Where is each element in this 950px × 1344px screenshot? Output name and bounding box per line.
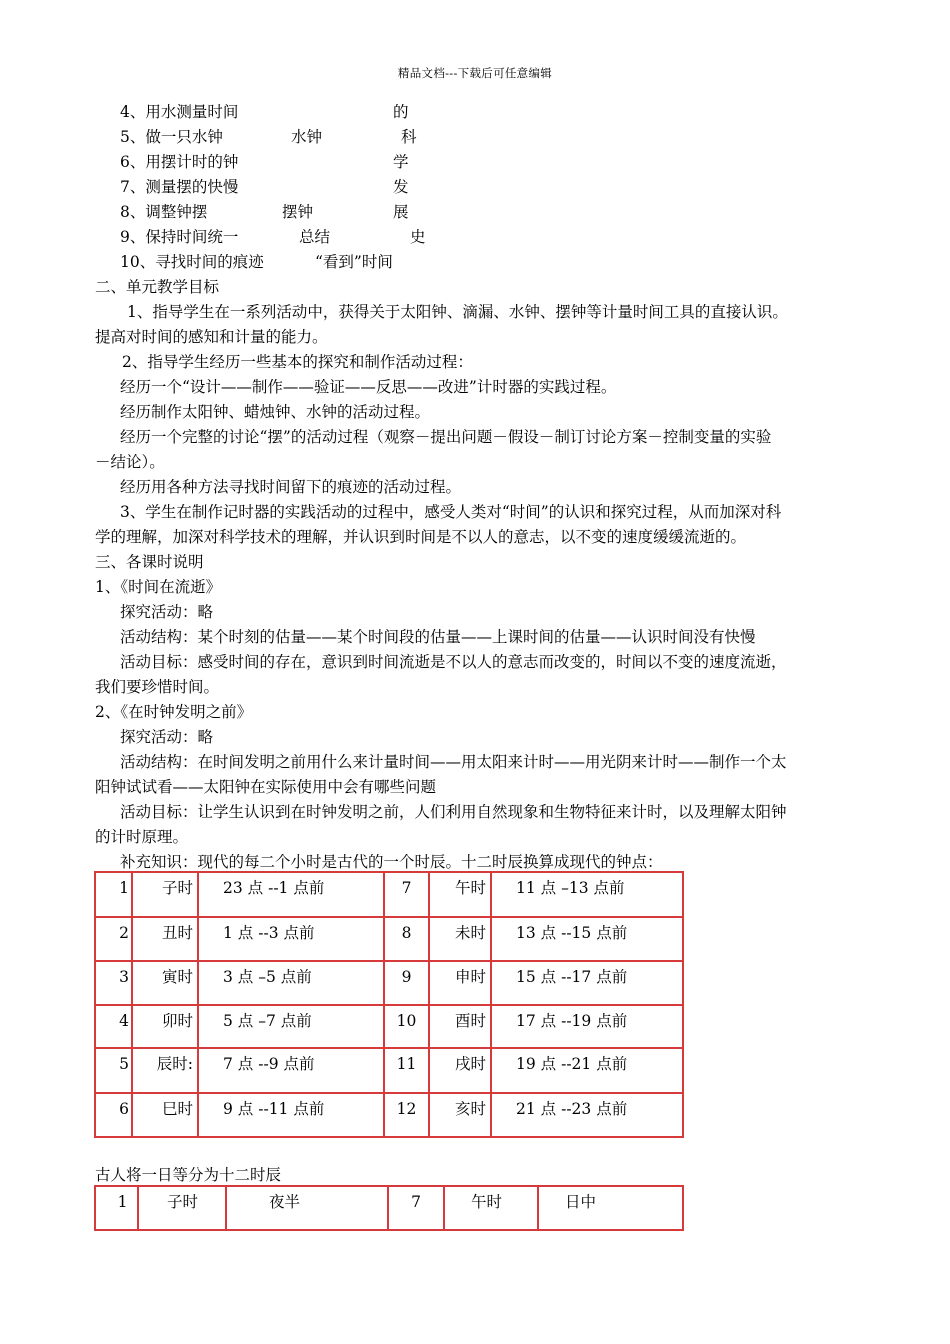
table-cell: 5 [95,1048,132,1093]
table-cell: 3 [95,961,132,1005]
table-cell: 5 点 –7 点前 [198,1005,384,1048]
paragraph: 活动结构：在时间发明之前用什么来计量时间——用太阳来计时——用光阴来计时——制作一个太 [120,753,787,771]
paragraph: 活动目标：感受时间的存在，意识到时间流逝是不以人的意志而改变的，时间以不变的速度流逝， [120,653,787,671]
table-cell: 13 点 --15 点前 [491,917,683,961]
list-group-label: “看到”时间 [315,253,393,271]
table-cell: 丑时 [132,917,198,961]
table-row [95,1186,683,1230]
table-row [95,872,683,917]
paragraph: 学的理解，加深对科学技术的理解，并认识到时间是不以人的意志，以不变的速度缓缓流逝的。 [95,528,747,546]
list-side-char: 科 [401,128,417,146]
shichen-names-table [94,1185,684,1231]
table-cell: 21 点 --23 点前 [491,1093,683,1137]
table-cell: 巳时 [132,1093,198,1137]
table-cell: 9 [384,961,429,1005]
table-cell: 午时 [429,872,491,917]
list-item: 8、调整钟摆 [120,203,208,221]
list-side-char: 展 [393,203,409,221]
table-cell: 19 点 --21 点前 [491,1048,683,1093]
table-cell: 卯时 [132,1005,198,1048]
table-cell: 7 [384,872,429,917]
table-row [95,1048,683,1093]
list-item: 7、测量摆的快慢 [120,178,239,196]
table-row [95,1005,683,1048]
list-item: 4、用水测量时间 [120,103,239,121]
table-row [95,961,683,1005]
table-cell: 戌时 [429,1048,491,1093]
table-cell: 日中 [538,1186,683,1230]
list-group-label: 总结 [299,228,331,246]
list-side-char: 史 [410,228,426,246]
paragraph: 经历一个“设计——制作——验证——反思——改进”计时器的实践过程。 [120,378,617,396]
page-header: 精品文档---下载后可任意编辑 [397,66,553,80]
list-side-char: 的 [393,103,409,121]
table-cell: 2 [95,917,132,961]
list-group-label: 摆钟 [282,203,314,221]
table-cell: 1 [95,1186,138,1230]
table-cell: 23 点 --1 点前 [198,872,384,917]
table-cell: 3 点 –5 点前 [198,961,384,1005]
table-row [95,1093,683,1137]
table-cell: 亥时 [429,1093,491,1137]
section-title: 三、各课时说明 [95,553,204,571]
lesson-title: 1、《时间在流逝》 [95,578,222,596]
table-cell: 子时 [132,872,198,917]
table-cell: 未时 [429,917,491,961]
table-cell: 申时 [429,961,491,1005]
paragraph: －结论）。 [95,453,165,471]
table-cell: 子时 [138,1186,226,1230]
paragraph: 提高对时间的感知和计量的能力。 [95,328,328,346]
table-cell: 午时 [444,1186,538,1230]
paragraph: 补充知识：现代的每二个小时是古代的一个时辰。十二时辰换算成现代的钟点： [120,853,663,871]
table-cell: 4 [95,1005,132,1048]
table-caption: 古人将一日等分为十二时辰 [95,1166,282,1184]
table-cell: 夜半 [226,1186,388,1230]
paragraph: 探究活动：略 [120,603,214,621]
table-cell: 11 点 –13 点前 [491,872,683,917]
paragraph: 3、学生在制作记时器的实践活动的过程中，感受人类对“时间”的认识和探究过程，从而加深对科 [120,503,782,521]
list-side-char: 学 [393,153,409,171]
paragraph: 探究活动：略 [120,728,214,746]
table-cell: 12 [384,1093,429,1137]
list-item: 6、用摆计时的钟 [120,153,239,171]
table-cell: 7 点 --9 点前 [198,1048,384,1093]
table-cell: 7 [388,1186,444,1230]
lesson-title: 2、《在时钟发明之前》 [95,703,253,721]
paragraph: 活动目标：让学生认识到在时钟发明之前，人们利用自然现象和生物特征来计时，以及理解太阳钟 [120,803,787,821]
table-row [95,917,683,961]
table-cell: 10 [384,1005,429,1048]
table-cell: 1 点 --3 点前 [198,917,384,961]
table-cell: 17 点 --19 点前 [491,1005,683,1048]
table-cell: 6 [95,1093,132,1137]
table-cell: 辰时: [132,1048,198,1093]
paragraph: 的计时原理。 [95,828,189,846]
table-cell: 寅时 [132,961,198,1005]
paragraph: 经历用各种方法寻找时间留下的痕迹的活动过程。 [120,478,462,496]
paragraph: 活动结构：某个时刻的估量——某个时间段的估量——上课时间的估量——认识时间没有快慢 [120,628,756,646]
list-item: 5、做一只水钟 [120,128,223,146]
table-cell: 15 点 --17 点前 [491,961,683,1005]
table-cell: 酉时 [429,1005,491,1048]
table-cell: 11 [384,1048,429,1093]
paragraph: 经历制作太阳钟、蜡烛钟、水钟的活动过程。 [120,403,431,421]
list-group-label: 水钟 [291,128,323,146]
paragraph: 1、指导学生在一系列活动中，获得关于太阳钟、滴漏、水钟、摆钟等计量时间工具的直接认识。 [127,303,788,321]
table-cell: 8 [384,917,429,961]
list-side-char: 发 [393,178,409,196]
table-cell: 1 [95,872,132,917]
paragraph: 阳钟试试看——太阳钟在实际使用中会有哪些问题 [95,778,437,796]
paragraph: 我们要珍惜时间。 [95,678,220,696]
list-item: 10、寻找时间的痕迹 [120,253,264,271]
list-item: 9、保持时间统一 [120,228,239,246]
section-title: 二、单元教学目标 [95,278,220,296]
table-cell: 9 点 --11 点前 [198,1093,384,1137]
shichen-conversion-table [94,871,684,1138]
paragraph: 2、指导学生经历一些基本的探究和制作活动过程： [122,353,473,371]
paragraph: 经历一个完整的讨论“摆”的活动过程（观察－提出问题－假设－制订讨论方案－控制变量的实验 [120,428,772,446]
